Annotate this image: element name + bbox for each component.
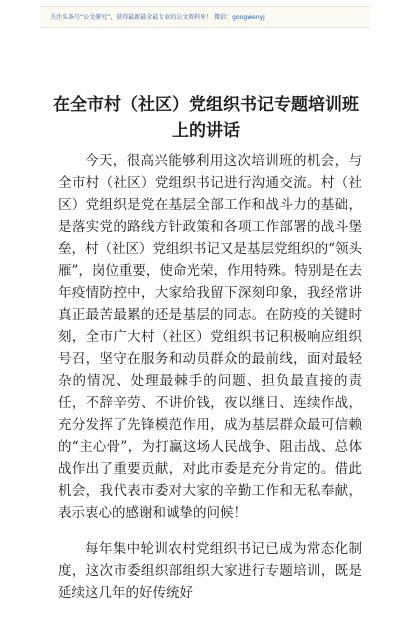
body-paragraph: 每年集中轮训农村党组织书记已成为常态化制度，这次市委组织部组织大家进行专题培训，既是延续这几年的好传统好	[58, 541, 362, 601]
document-body	[58, 150, 362, 618]
banner-text: 关注头条号“公文研究”，获得最新最全最专业的公文资料库！ 微信：gongwenyj	[50, 14, 265, 21]
body-paragraph: 今天，很高兴能够利用这次培训班的机会，与全市村（社区）党组织书记进行沟通交流。村（社区）党组织是党在基层全部工作和战斗力的基础，是落实党的路线方针政策和各项工作部署的战斗堡垒，村（社区）党组织书记又是基层党组织的“领头雁”，岗位重要，使命光荣，作用特殊。特别是在去年疫情防控中，大家给我留下深刻印象，我经常讲真正最苦最累的还是基层的同志。在防疫的关键时刻，全市广大村（社区）党组织书记积极响应组织号召，坚守在服务和动员群众的最前线，面对最轻杂的情况、处理最棘手的问题、担负最直接的责任，不辞辛劳、不讲价钱，夜以继日、连续作战，充分发挥了先锋模范作用，成为基层群众最可信赖的“主心骨”，为打赢这场人民战争、阻击战、总体战作出了重要贡献，对此市委是充分肯定的。借此机会，我代表市委对大家的辛勤工作和无私奉献，表示衷心的感谢和诚挚的问候！	[58, 153, 362, 521]
document-title: 在全市村（社区）党组织书记专题培训班上的讲话	[53, 95, 359, 141]
header-banner	[40, 6, 370, 28]
